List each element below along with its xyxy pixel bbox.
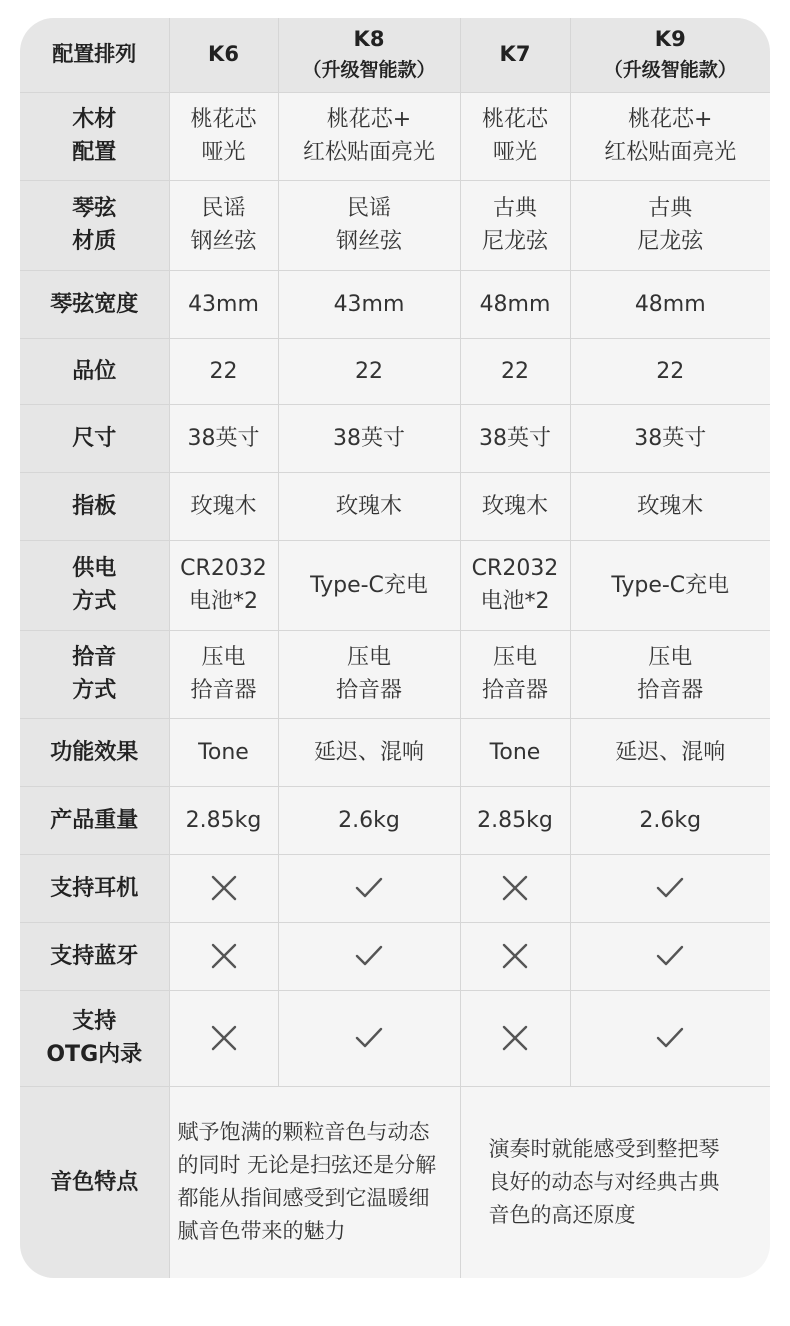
value-line: 压电: [201, 645, 246, 670]
feature-row: [20, 922, 770, 990]
cross-icon: [210, 942, 238, 970]
value-line: 民谣: [346, 196, 391, 221]
value-line: 38英寸: [333, 425, 405, 451]
value-cell-k7: [460, 630, 570, 718]
row-label: [20, 180, 169, 270]
check-icon: [656, 942, 684, 970]
model-subtitle: （升级智能款）: [603, 58, 737, 81]
cross-icon: [210, 874, 238, 902]
tone-desc-line: 良好的动态与对经典古典: [488, 1169, 720, 1194]
row-label-line: 方式: [72, 589, 117, 614]
check-icon: [355, 874, 383, 902]
row-label: [20, 630, 169, 718]
value-line: 38英寸: [634, 425, 707, 451]
row-label: [20, 540, 169, 630]
row-label: [20, 270, 169, 338]
row-label-line: 支持蓝牙: [50, 943, 139, 969]
value-cell-k7: [460, 472, 570, 540]
value-line: 红松贴面亮光: [604, 140, 737, 165]
row-label: [20, 786, 169, 854]
model-name: K9: [654, 26, 686, 51]
mark-cell-k9: [570, 990, 770, 1086]
corner-header: 配置排列: [20, 18, 169, 92]
value-cell-k7: [460, 540, 570, 630]
cross-icon: [210, 1024, 238, 1052]
row-label: 音色特点: [20, 1086, 169, 1278]
value-line: 延迟、混响: [313, 739, 424, 765]
value-cell-k7: [460, 786, 570, 854]
value-line: 民谣: [201, 196, 246, 221]
value-line: 玫瑰木: [637, 493, 704, 519]
feature-row: [20, 854, 770, 922]
value-cell-k7: [460, 92, 570, 180]
value-cell-k7: [460, 180, 570, 270]
value-line: 48mm: [479, 291, 551, 317]
row-label: [20, 990, 169, 1086]
value-cell-k9: [570, 404, 770, 472]
value-cell-k8: [278, 472, 460, 540]
row-label-line: 配置: [72, 140, 117, 165]
mark-cell-k9: [570, 922, 770, 990]
mark-cell-k7: [460, 922, 570, 990]
spec-row: [20, 630, 770, 718]
spec-row: [20, 180, 770, 270]
row-label: [20, 922, 169, 990]
row-label-line: 方式: [72, 678, 117, 703]
row-label-line: 支持耳机: [50, 875, 139, 901]
value-line: 哑光: [492, 140, 537, 165]
value-line: 电池*2: [480, 589, 550, 614]
value-line: 22: [209, 358, 238, 384]
value-line: 48mm: [634, 291, 706, 317]
value-line: 拾音器: [637, 678, 704, 703]
value-cell-k8: [278, 180, 460, 270]
value-line: 桃花芯+: [326, 107, 412, 132]
spec-row: [20, 338, 770, 404]
value-cell-k6: [169, 718, 278, 786]
value-line: 钢丝弦: [190, 229, 257, 254]
value-cell-k9: [570, 718, 770, 786]
value-cell-k6: [169, 270, 278, 338]
value-line: 22: [501, 358, 529, 384]
mark-cell-k8: [278, 990, 460, 1086]
value-cell-k7: [460, 270, 570, 338]
value-cell-k9: [570, 786, 770, 854]
value-cell-k8: [278, 404, 460, 472]
value-line: 43mm: [333, 291, 405, 317]
value-line: 红松贴面亮光: [302, 140, 435, 165]
value-cell-k6: [169, 540, 278, 630]
mark-cell-k8: [278, 854, 460, 922]
spec-row: [20, 270, 770, 338]
value-line: CR2032: [180, 556, 267, 581]
value-cell-k9: [570, 630, 770, 718]
value-line: 桃花芯: [190, 107, 257, 132]
row-label-line: 尺寸: [72, 425, 117, 451]
value-line: 拾音器: [481, 678, 548, 703]
row-label: [20, 718, 169, 786]
model-header-k7: [460, 18, 570, 92]
mark-cell-k8: [278, 922, 460, 990]
value-line: 2.85kg: [477, 807, 553, 833]
check-icon: [656, 1024, 684, 1052]
value-line: 钢丝弦: [335, 229, 402, 254]
tone-desc-classical: [460, 1086, 770, 1278]
spec-comparison-table: [20, 18, 770, 1278]
value-cell-k8: [278, 540, 460, 630]
check-icon: [656, 874, 684, 902]
value-line: 玫瑰木: [190, 493, 257, 519]
value-line: 桃花芯: [481, 107, 548, 132]
tone-desc-acoustic: [169, 1086, 460, 1278]
value-cell-k9: [570, 180, 770, 270]
value-line: 38英寸: [187, 425, 260, 451]
value-line: 电池*2: [189, 589, 258, 614]
tone-desc-line: 的同时 无论是扫弦还是分解: [177, 1153, 437, 1178]
value-line: 尼龙弦: [637, 229, 704, 254]
spec-row: [20, 92, 770, 180]
value-cell-k6: [169, 338, 278, 404]
value-line: Type-C充电: [611, 572, 730, 598]
value-cell-k6: [169, 180, 278, 270]
header-row: [20, 18, 770, 92]
row-label-line: 功能效果: [50, 739, 139, 765]
model-header-k9: [570, 18, 770, 92]
value-line: 玫瑰木: [481, 493, 548, 519]
row-label-line: 指板: [72, 493, 117, 519]
row-label-line: 产品重量: [50, 807, 139, 833]
value-line: 玫瑰木: [335, 493, 402, 519]
model-name: K7: [499, 42, 531, 67]
tone-desc-line: 腻音色带来的魅力: [177, 1219, 346, 1244]
row-label-line: 品位: [72, 358, 117, 384]
value-line: 2.85kg: [185, 807, 262, 833]
value-cell-k8: [278, 338, 460, 404]
row-label-line: 材质: [72, 229, 117, 254]
value-line: CR2032: [471, 556, 559, 581]
row-label-line: OTG内录: [46, 1042, 143, 1067]
mark-cell-k7: [460, 990, 570, 1086]
row-label-line: 供电: [72, 556, 117, 581]
value-line: 43mm: [188, 291, 259, 317]
value-cell-k8: [278, 630, 460, 718]
check-icon: [355, 1024, 383, 1052]
row-label: [20, 338, 169, 404]
value-line: 压电: [346, 645, 391, 670]
value-cell-k8: [278, 718, 460, 786]
value-cell-k9: [570, 540, 770, 630]
spec-row: [20, 540, 770, 630]
value-line: 拾音器: [190, 678, 257, 703]
value-line: Tone: [198, 739, 249, 765]
value-line: 延迟、混响: [615, 739, 726, 765]
value-cell-k9: [570, 338, 770, 404]
value-line: 2.6kg: [338, 807, 400, 833]
model-name: K6: [208, 42, 239, 67]
value-cell-k6: [169, 786, 278, 854]
cross-icon: [501, 1024, 529, 1052]
row-label: [20, 854, 169, 922]
value-line: 22: [656, 358, 685, 384]
value-cell-k7: [460, 338, 570, 404]
value-cell-k6: [169, 92, 278, 180]
value-line: 22: [355, 358, 383, 384]
model-subtitle: （升级智能款）: [302, 58, 436, 81]
value-cell-k9: [570, 472, 770, 540]
value-cell-k9: [570, 270, 770, 338]
value-cell-k7: [460, 718, 570, 786]
value-cell-k6: [169, 472, 278, 540]
row-label: [20, 92, 169, 180]
value-line: 哑光: [201, 140, 246, 165]
value-line: 38英寸: [479, 425, 551, 451]
tone-desc-line: 演奏时就能感受到整把琴: [488, 1136, 720, 1161]
value-cell-k8: [278, 92, 460, 180]
value-cell-k8: [278, 270, 460, 338]
mark-cell-k6: [169, 990, 278, 1086]
tone-desc-line: 都能从指间感受到它温暖细: [177, 1186, 430, 1211]
check-icon: [355, 942, 383, 970]
spec-row: [20, 472, 770, 540]
value-line: 2.6kg: [639, 807, 702, 833]
row-label-line: 木材: [72, 107, 117, 132]
cross-icon: [501, 874, 529, 902]
model-header-k8: [278, 18, 460, 92]
mark-cell-k9: [570, 854, 770, 922]
value-line: Type-C充电: [310, 572, 428, 598]
row-label: [20, 472, 169, 540]
row-label-line: 支持: [72, 1009, 117, 1034]
mark-cell-k6: [169, 854, 278, 922]
spec-row: [20, 718, 770, 786]
model-name: K8: [353, 26, 385, 51]
value-line: 古典: [648, 196, 693, 221]
value-cell-k9: [570, 92, 770, 180]
mark-cell-k6: [169, 922, 278, 990]
model-header-k6: [169, 18, 278, 92]
feature-row: [20, 990, 770, 1086]
tone-row: [20, 1086, 770, 1278]
value-cell-k6: [169, 630, 278, 718]
value-line: 尼龙弦: [481, 229, 548, 254]
value-cell-k7: [460, 404, 570, 472]
cross-icon: [501, 942, 529, 970]
value-cell-k6: [169, 404, 278, 472]
value-line: 古典: [492, 196, 537, 221]
row-label-line: 琴弦: [72, 196, 117, 221]
row-label-line: 拾音: [72, 645, 117, 670]
value-line: 压电: [648, 645, 693, 670]
tone-desc-line: 音色的高还原度: [488, 1202, 636, 1227]
value-line: 压电: [492, 645, 537, 670]
row-label-line: 琴弦宽度: [50, 291, 139, 317]
value-line: 拾音器: [335, 678, 402, 703]
value-line: 桃花芯+: [628, 107, 713, 132]
spec-row: [20, 786, 770, 854]
tone-desc-line: 赋予饱满的颗粒音色与动态: [177, 1120, 430, 1145]
value-cell-k8: [278, 786, 460, 854]
mark-cell-k7: [460, 854, 570, 922]
row-label: [20, 404, 169, 472]
spec-row: [20, 404, 770, 472]
value-line: Tone: [489, 739, 541, 765]
